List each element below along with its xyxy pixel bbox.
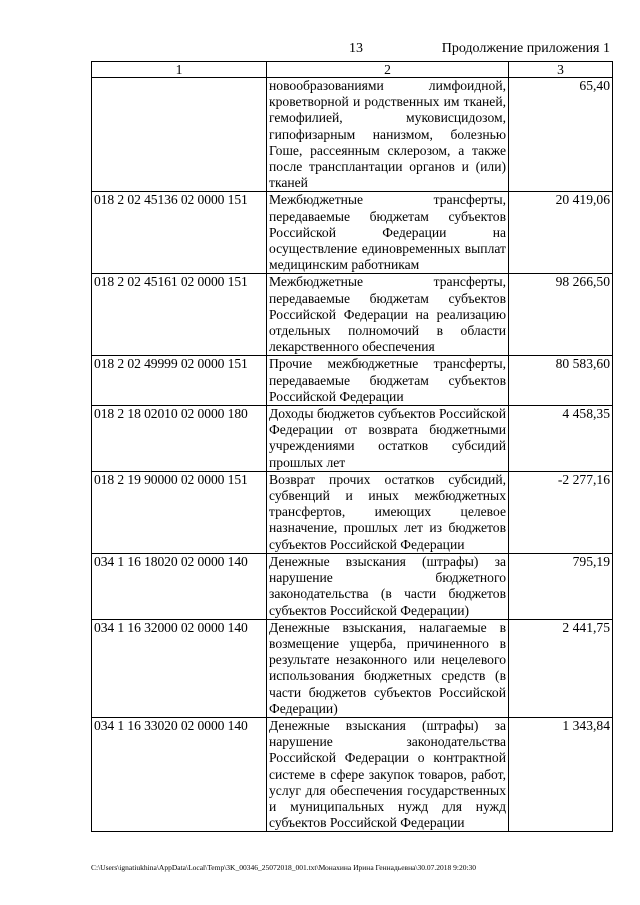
table-row xyxy=(92,274,613,356)
amount-value: -2 277,16 xyxy=(509,471,613,553)
amount-value: 2 441,75 xyxy=(509,619,613,717)
amount-value: 1 343,84 xyxy=(509,717,613,831)
classification-code: 034 1 16 32000 02 0000 140 xyxy=(92,619,267,717)
classification-code: 018 2 02 49999 02 0000 151 xyxy=(92,356,267,406)
classification-code: 034 1 16 33020 02 0000 140 xyxy=(92,717,267,831)
income-description: Денежные взыскания (штрафы) за нарушение законодательства Российской Федерации о контрактной системе в сфере закупок товаров, работ, услуг для обеспечения государственных и муниципальных нужд для нужд субъектов Российской Федерации xyxy=(267,717,509,831)
table-row xyxy=(92,356,613,406)
classification-code: 018 2 19 90000 02 0000 151 xyxy=(92,471,267,553)
classification-code: 018 2 02 45161 02 0000 151 xyxy=(92,274,267,356)
budget-table xyxy=(91,61,613,832)
amount-value: 795,19 xyxy=(509,553,613,619)
column-header: 3 xyxy=(509,62,613,78)
income-description: Возврат прочих остатков субсидий, субвенций и иных межбюджетных трансфертов, имеющих целевое назначение, прошлых лет из бюджетов субъектов Российской Федерации xyxy=(267,471,509,553)
table-row xyxy=(92,619,613,717)
income-description: Денежные взыскания (штрафы) за нарушение бюджетного законодательства (в части бюджетов субъектов Российской Федерации) xyxy=(267,553,509,619)
income-description: новообразованиями лимфоидной, кроветворной и родственных им тканей, гемофилией, муковисцидозом, гипофизарным нанизмом, болезнью Гоше, рассеянным склерозом, а также после трансплантации органов и (или) тканей xyxy=(267,78,509,192)
income-description: Межбюджетные трансферты, передаваемые бюджетам субъектов Российской Федерации на осуществление единовременных выплат медицинским работникам xyxy=(267,192,509,274)
amount-value: 98 266,50 xyxy=(509,274,613,356)
continuation-label: Продолжение приложения 1 xyxy=(441,41,610,56)
table-row xyxy=(92,717,613,831)
income-description: Межбюджетные трансферты, передаваемые бюджетам субъектов Российской Федерации на реализацию отдельных полномочий в области лекарственного обеспечения xyxy=(267,274,509,356)
file-path-footer: C:\Users\ignatiukhina\AppData\Local\Temp\3K_00346_25072018_001.txt\Монахина Ирина Геннадьевна\30.07.2018 9:20:30 xyxy=(91,863,477,872)
table-row xyxy=(92,192,613,274)
amount-value: 4 458,35 xyxy=(509,406,613,472)
amount-value: 20 419,06 xyxy=(509,192,613,274)
classification-code: 018 2 02 45136 02 0000 151 xyxy=(92,192,267,274)
amount-value: 65,40 xyxy=(509,78,613,192)
income-description: Прочие межбюджетные трансферты, передаваемые бюджетам субъектов Российской Федерации xyxy=(267,356,509,406)
column-header: 1 xyxy=(92,62,267,78)
amount-value: 80 583,60 xyxy=(509,356,613,406)
classification-code xyxy=(92,78,267,192)
classification-code: 018 2 18 02010 02 0000 180 xyxy=(92,406,267,472)
table-row xyxy=(92,553,613,619)
table-header-row xyxy=(92,62,613,78)
column-header: 2 xyxy=(267,62,509,78)
page-number: 13 xyxy=(349,41,363,56)
table-row xyxy=(92,78,613,192)
income-description: Денежные взыскания, налагаемые в возмещение ущерба, причиненного в результате незаконного или нецелевого использования бюджетных средств (в части бюджетов субъектов Российской Федерации) xyxy=(267,619,509,717)
table-row xyxy=(92,471,613,553)
income-description: Доходы бюджетов субъектов Российской Федерации от возврата бюджетными учреждениями остатков субсидий прошлых лет xyxy=(267,406,509,472)
classification-code: 034 1 16 18020 02 0000 140 xyxy=(92,553,267,619)
table-row xyxy=(92,406,613,472)
